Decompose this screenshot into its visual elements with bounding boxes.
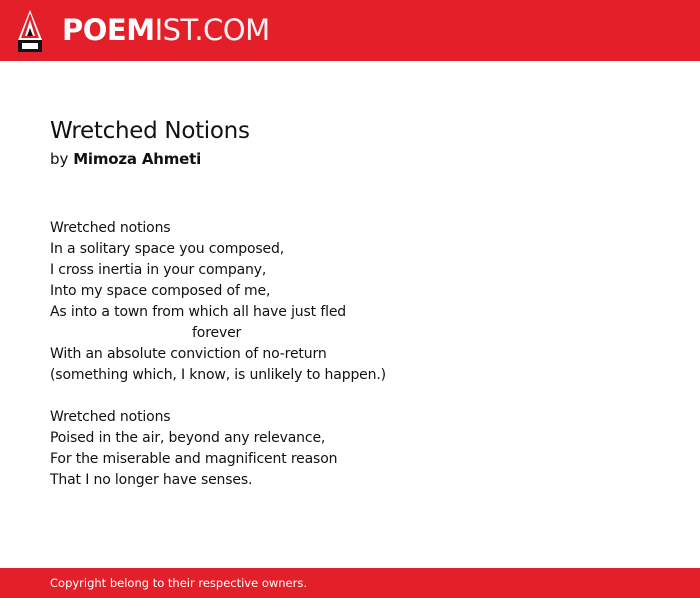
poem-line: forever bbox=[192, 325, 242, 341]
brand-light: IST.COM bbox=[154, 13, 270, 47]
poem-line: (something which, I know, is unlikely to happen.) bbox=[50, 367, 386, 383]
stanza bbox=[50, 407, 650, 491]
poem-line: Into my space composed of me, bbox=[50, 283, 271, 299]
brand-bold: POEM bbox=[62, 13, 155, 47]
poem-line: Wretched notions bbox=[50, 220, 171, 236]
site-header bbox=[0, 0, 700, 61]
stanza bbox=[50, 218, 650, 386]
poem-body bbox=[50, 218, 650, 491]
poem-line: With an absolute conviction of no-return bbox=[50, 346, 327, 362]
poem-line: As into a town from which all have just fled bbox=[50, 304, 347, 320]
poem-line: Wretched notions bbox=[50, 409, 171, 425]
poem-line: For the miserable and magnificent reason bbox=[50, 451, 338, 467]
site-footer bbox=[0, 568, 700, 598]
pencil-icon[interactable] bbox=[18, 10, 42, 52]
poem-line: Poised in the air, beyond any relevance, bbox=[50, 430, 326, 446]
by-label: by bbox=[50, 150, 69, 168]
author-name[interactable]: Mimoza Ahmeti bbox=[73, 150, 202, 168]
poem-line: I cross inertia in your company, bbox=[50, 262, 267, 278]
site-logo[interactable] bbox=[62, 12, 270, 48]
poem-line: That I no longer have senses. bbox=[50, 472, 253, 488]
byline bbox=[50, 146, 650, 172]
poem-header bbox=[50, 116, 650, 172]
poem-title: Wretched Notions bbox=[50, 118, 250, 144]
copyright-text: Copyright belong to their respective owners. bbox=[50, 576, 308, 590]
poem-line: In a solitary space you composed, bbox=[50, 241, 285, 257]
